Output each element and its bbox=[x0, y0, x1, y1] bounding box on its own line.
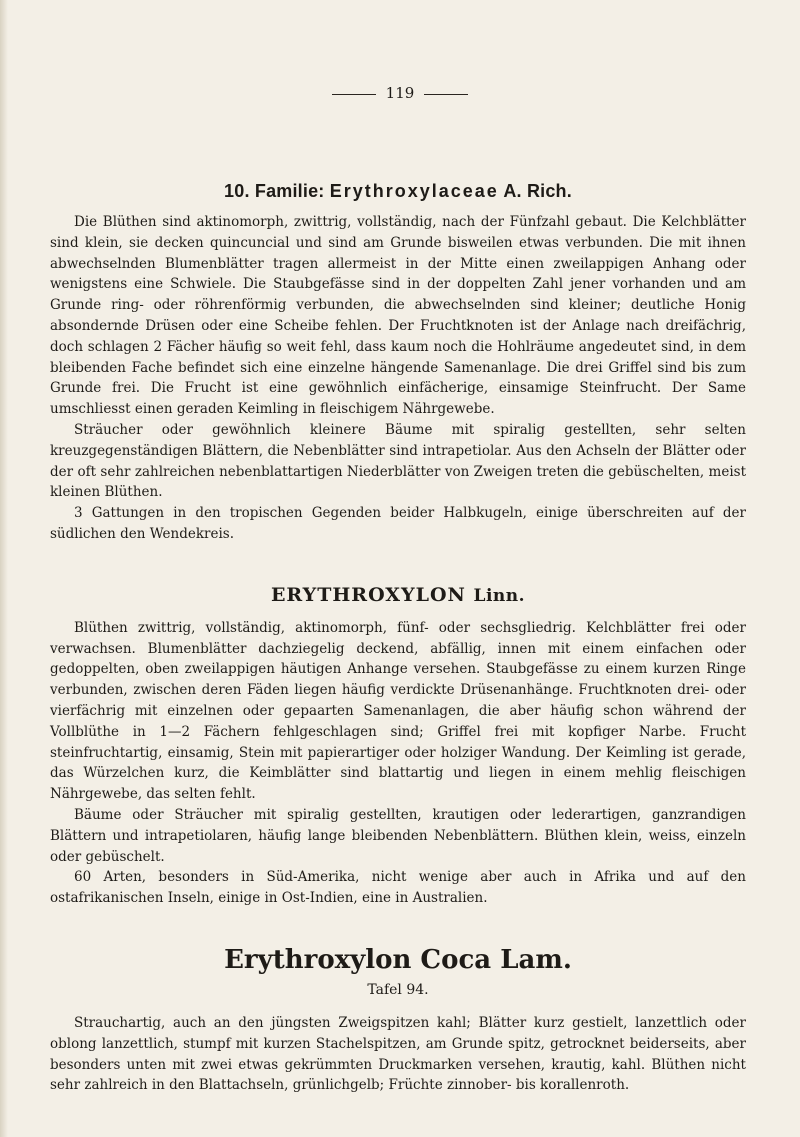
plate-reference: Tafel 94. bbox=[367, 981, 429, 998]
page-number: 119 bbox=[385, 84, 415, 102]
genus-author: Linn. bbox=[473, 585, 526, 606]
header-rule-right bbox=[424, 94, 468, 95]
species-title: Erythroxylon Coca Lam. bbox=[224, 944, 572, 975]
family-title bbox=[50, 180, 746, 202]
genus-name: ERYTHROXYLON bbox=[270, 583, 466, 606]
family-paragraph: Die Blüthen sind aktinomorph, zwittrig, vollständig, nach der Fünfzahl gebaut. Die Kelchblätter sind klein, sie decken quincuncial und sind am Grunde bisweilen etwas verbunden. Die mit ihnen abwechselnden Blumenblätter tragen allermeist in der Mitte einen zweilappigen Anhang oder wenigstens eine Schwiele. Die Staubgefässe sind in der doppelten Zahl jener vorhanden und am Grunde ring- oder röhrenförmig verbunden, die abwechselnden sind kleiner; deutliche Honig absondernde Drüsen oder eine Scheibe fehlen. Der Fruchtknoten ist der Anlage nach dreifächrig, doch schlagen 2 Fächer häufig so weit fehl, dass kaum noch die Hohlräume angedeutet sind, in dem bleibenden Fache befindet sich eine einzelne hängende Samenanlage. Die drei Griffel sind bis zum Grunde frei. Die Frucht ist eine gewöhnlich einfächerige, einsamige Steinfrucht. Der Same umschliesst einen geraden Keimling in fleischigem Nährgewebe. bbox=[50, 214, 746, 418]
genus-paragraph: 60 Arten, besonders in Süd-Amerika, nicht wenige aber auch in Afrika und auf den ostafrikanischen Inseln, einige in Ost-Indien, eine in Australien. bbox=[50, 869, 746, 907]
genus-paragraph: Blüthen zwittrig, vollständig, aktinomorph, fünf- oder sechsgliedrig. Kelchblätter frei oder verwachsen. Blumenblätter dachziegelig deckend, abfällig, innen mit einem einfachen oder gedoppelten, oben zweilappigen häutigen Anhange versehen. Staubgefässe zu einem kurzen Ringe verbunden, zwischen deren Fäden liegen häufig verdickte Drüsenanhänge. Fruchtknoten drei- oder vierfächrig mit einzelnen oder gepaarten Samenanlagen, die aber häufig schon während der Vollblüthe in 1—2 Fächern fehlgeschlagen sind; Griffel frei mit kopfiger Narbe. Frucht steinfruchtartig, einsamig, Stein mit papierartiger oder holziger Wandung. Der Keimling ist gerade, das Würzelchen kurz, die Keimblätter sind blattartig und liegen in einem mehlig fleischigen Nährgewebe, das selten fehlt. bbox=[50, 619, 746, 803]
page-header bbox=[0, 84, 800, 102]
page-edge-shadow bbox=[0, 0, 8, 1137]
species-paragraph: Strauchartig, auch an den jüngsten Zweigspitzen kahl; Blätter kurz gestielt, lanzettlich oder oblong lanzettlich, stumpf mit kurzen Stachelspitzen, am Grunde spitz, getrocknet beiderseits, aber besonders unten mit zwei etwas gekrümmten Druckmarken versehen, krautig, kahl. Blüthen nicht sehr zahlreich in den Blattachseln, grünlichgelb; Früchte zinnober- bis korallenroth. bbox=[50, 1014, 746, 1094]
header-rule-left bbox=[332, 94, 376, 95]
page-content bbox=[50, 180, 746, 1096]
family-paragraph: 3 Gattungen in den tropischen Gegenden beider Halbkugeln, einige überschreiten auf der südlichen den Wendekreis. bbox=[50, 505, 746, 542]
family-paragraph: Sträucher oder gewöhnlich kleinere Bäume mit spiralig gestellten, sehr selten kreuzgegenständigen Blättern, die Nebenblätter sind intrapetiolar. Aus den Achseln der Blätter oder der oft sehr zahlreichen nebenblattartigen Niederblätter von Zweigen treten die gebüschelten, meist kleinen Blüthen. bbox=[50, 421, 746, 501]
family-title-author: A. Rich. bbox=[503, 181, 572, 201]
family-title-latin: Erythroxylaceae bbox=[329, 181, 499, 201]
family-title-prefix: 10. Familie: bbox=[224, 181, 325, 201]
genus-title bbox=[50, 583, 746, 608]
genus-paragraph: Bäume oder Sträucher mit spiralig gestellten, krautigen oder lederartigen, ganzrandigen Blättern und intrapetiolaren, häufig lange bleibenden Nebenblättern. Blüthen klein, weiss, einzeln oder gebüschelt. bbox=[50, 806, 746, 865]
